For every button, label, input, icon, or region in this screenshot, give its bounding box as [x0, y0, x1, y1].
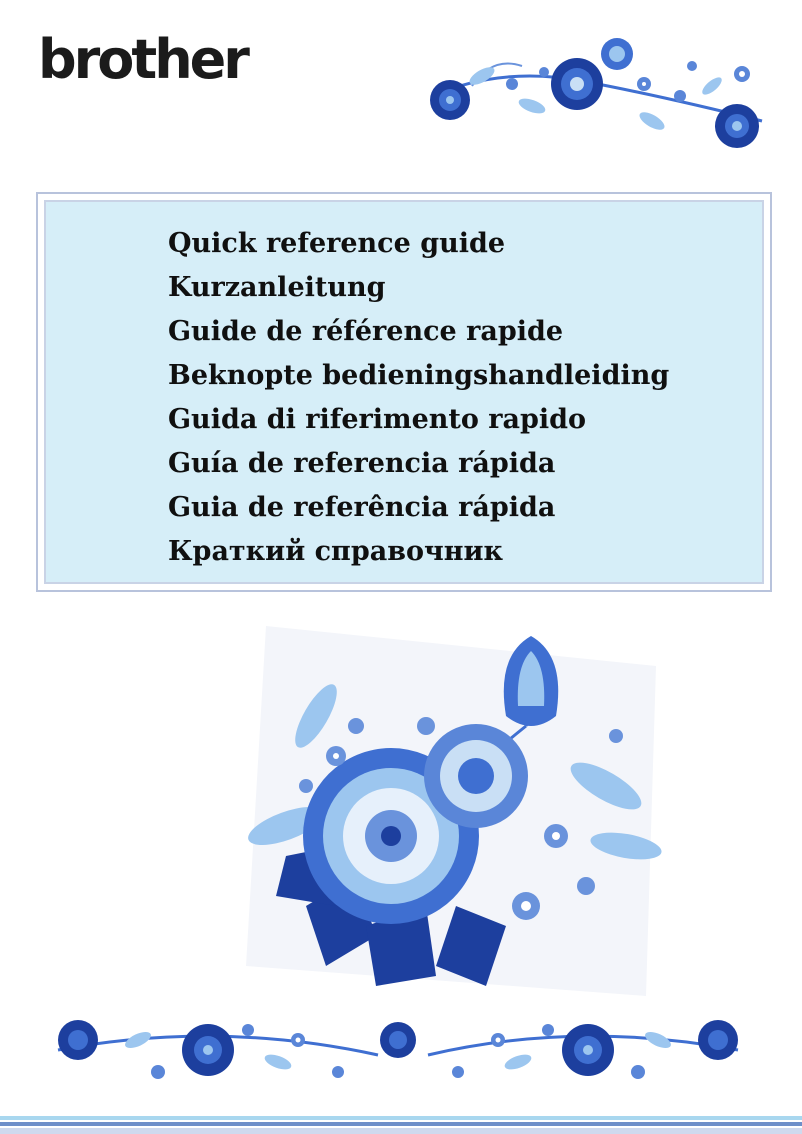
title-german: Kurzanleitung: [168, 272, 386, 303]
title-french: Guide de référence rapide: [168, 316, 564, 347]
title-panel: [36, 192, 772, 592]
title-dutch: Beknopte bedieningshandleiding: [168, 360, 670, 391]
title-panel-inner: [44, 200, 764, 584]
brother-logo: brother: [38, 28, 247, 91]
blue-floral-bouquet-icon: [226, 606, 686, 1006]
title-italian: Guida di riferimento rapido: [168, 404, 587, 435]
blue-floral-garland-icon: [412, 26, 782, 156]
footer-stripe-dark: [0, 1122, 802, 1126]
title-russian: Краткий справочник: [168, 536, 504, 567]
footer-stripe-pale: [0, 1128, 802, 1134]
footer-stripes: [0, 1108, 802, 1134]
title-english: Quick reference guide: [168, 228, 506, 259]
blue-floral-border-icon: [48, 1000, 748, 1100]
footer-stripe-light: [0, 1116, 802, 1120]
title-portuguese: Guia de referência rápida: [168, 492, 556, 523]
title-spanish: Guía de referencia rápida: [168, 448, 556, 479]
